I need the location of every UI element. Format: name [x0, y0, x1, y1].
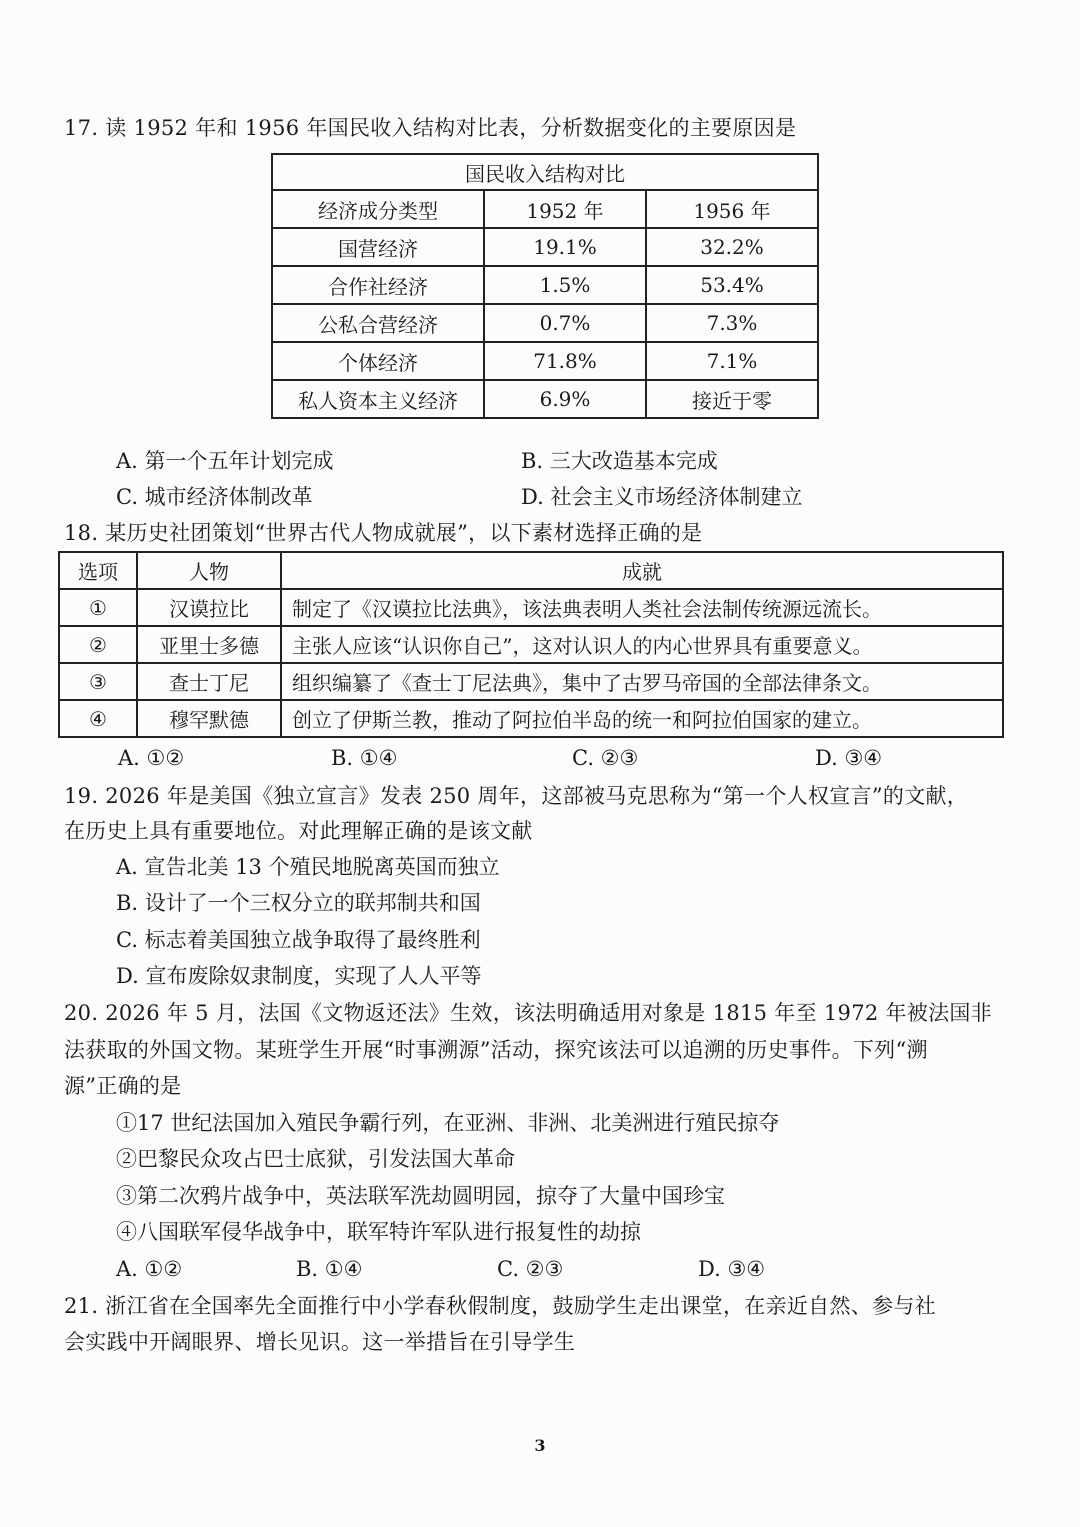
q20-stem-line-2: 法获取的外国文物。某班学生开展“时事溯源”活动，探究该法可以追溯的历史事件。下列“溯 — [64, 1038, 928, 1062]
q17-cell-1956: 32.2% — [646, 228, 818, 266]
q17-cell-1956: 7.3% — [646, 304, 818, 342]
q18-cell-option: ① — [59, 589, 137, 626]
q17-cell-type: 国营经济 — [272, 228, 484, 266]
table-row — [59, 589, 1003, 626]
q20-option-d[interactable]: D. ③④ — [698, 1257, 766, 1281]
q18-option-d[interactable]: D. ③④ — [815, 746, 883, 770]
q18-cell-achievement: 创立了伊斯兰教，推动了阿拉伯半岛的统一和阿拉伯国家的建立。 — [281, 700, 1003, 737]
table-row — [272, 228, 818, 266]
q19-option-d[interactable]: D. 宣布废除奴隶制度，实现了人人平等 — [116, 964, 482, 988]
q18-header-achievement: 成就 — [281, 552, 1003, 589]
q17-cell-1956: 7.1% — [646, 342, 818, 380]
q19-stem-line-2: 在历史上具有重要地位。对此理解正确的是该文献 — [64, 819, 533, 843]
q18-option-c[interactable]: C. ②③ — [572, 746, 639, 770]
q18-cell-person: 汉谟拉比 — [137, 589, 281, 626]
table-row — [272, 304, 818, 342]
q17-option-d[interactable]: D. 社会主义市场经济体制建立 — [521, 485, 803, 509]
q17-table-title: 国民收入结构对比 — [272, 154, 818, 190]
q18-cell-person: 亚里士多德 — [137, 626, 281, 663]
page-number: 3 — [534, 1436, 546, 1455]
q19-option-a[interactable]: A. 宣告北美 13 个殖民地脱离英国而独立 — [116, 855, 500, 879]
q20-option-c[interactable]: C. ②③ — [497, 1257, 564, 1281]
q18-cell-achievement: 制定了《汉谟拉比法典》，该法典表明人类社会法制传统源远流长。 — [281, 589, 1003, 626]
q18-cell-achievement: 组织编纂了《查士丁尼法典》，集中了古罗马帝国的全部法律条文。 — [281, 663, 1003, 700]
q17-header-1952: 1952 年 — [484, 190, 646, 228]
q19-stem-line-1: 19. 2026 年是美国《独立宣言》发表 250 周年，这部被马克思称为“第一个人权宣言”的文献， — [64, 784, 969, 808]
q17-cell-1956: 接近于零 — [646, 380, 818, 418]
q20-item-3: ③第二次鸦片战争中，英法联军洗劫圆明园，掠夺了大量中国珍宝 — [116, 1184, 725, 1208]
q21-stem-line-1: 21. 浙江省在全国率先全面推行中小学春秋假制度，鼓励学生走出课堂，在亲近自然、参与社 — [64, 1294, 936, 1318]
q19-option-c[interactable]: C. 标志着美国独立战争取得了最终胜利 — [116, 928, 481, 952]
table-row — [272, 266, 818, 304]
q17-option-a[interactable]: A. 第一个五年计划完成 — [116, 449, 334, 473]
q18-cell-person: 查士丁尼 — [137, 663, 281, 700]
q21-stem-line-2: 会实践中开阔眼界、增长见识。这一举措旨在引导学生 — [64, 1330, 576, 1354]
q17-cell-1952: 19.1% — [484, 228, 646, 266]
q18-cell-option: ② — [59, 626, 137, 663]
q20-option-b[interactable]: B. ①④ — [296, 1257, 363, 1281]
table-row — [272, 342, 818, 380]
q17-cell-1952: 71.8% — [484, 342, 646, 380]
table-row — [272, 380, 818, 418]
table-row — [59, 700, 1003, 737]
q20-option-a[interactable]: A. ①② — [116, 1257, 183, 1281]
q17-cell-1952: 0.7% — [484, 304, 646, 342]
q18-option-a[interactable]: A. ①② — [118, 746, 185, 770]
q20-item-4: ④八国联军侵华战争中，联军特许军队进行报复性的劫掠 — [116, 1220, 641, 1244]
q18-option-b[interactable]: B. ①④ — [331, 746, 398, 770]
q18-figures-table — [58, 551, 1004, 738]
q17-cell-type: 合作社经济 — [272, 266, 484, 304]
q20-stem-line-3: 源”正确的是 — [64, 1074, 182, 1098]
q18-cell-person: 穆罕默德 — [137, 700, 281, 737]
q18-cell-achievement: 主张人应该“认识你自己”，这对认识人的内心世界具有重要意义。 — [281, 626, 1003, 663]
q20-item-2: ②巴黎民众攻占巴士底狱，引发法国大革命 — [116, 1147, 515, 1171]
q17-cell-type: 公私合营经济 — [272, 304, 484, 342]
q20-stem-line-1: 20. 2026 年 5 月，法国《文物返还法》生效，该法明确适用对象是 1815 年至 1972 年被法国非 — [64, 1001, 992, 1025]
q18-cell-option: ④ — [59, 700, 137, 737]
q17-income-table — [271, 153, 819, 419]
q18-cell-option: ③ — [59, 663, 137, 700]
q18-stem: 18. 某历史社团策划“世界古代人物成就展”，以下素材选择正确的是 — [64, 521, 703, 545]
q17-cell-type: 私人资本主义经济 — [272, 380, 484, 418]
q17-option-c[interactable]: C. 城市经济体制改革 — [116, 485, 313, 509]
q18-header-option: 选项 — [59, 552, 137, 589]
q17-cell-type: 个体经济 — [272, 342, 484, 380]
q17-cell-1956: 53.4% — [646, 266, 818, 304]
q17-cell-1952: 6.9% — [484, 380, 646, 418]
q20-item-1: ①17 世纪法国加入殖民争霸行列，在亚洲、非洲、北美洲进行殖民掠夺 — [116, 1111, 780, 1135]
q17-option-b[interactable]: B. 三大改造基本完成 — [521, 449, 718, 473]
q17-header-type: 经济成分类型 — [272, 190, 484, 228]
table-row — [59, 663, 1003, 700]
q17-cell-1952: 1.5% — [484, 266, 646, 304]
q17-stem: 17. 读 1952 年和 1956 年国民收入结构对比表，分析数据变化的主要原因是 — [64, 116, 797, 140]
q19-option-b[interactable]: B. 设计了一个三权分立的联邦制共和国 — [116, 891, 481, 915]
q17-header-1956: 1956 年 — [646, 190, 818, 228]
table-row — [59, 626, 1003, 663]
q18-header-person: 人物 — [137, 552, 281, 589]
